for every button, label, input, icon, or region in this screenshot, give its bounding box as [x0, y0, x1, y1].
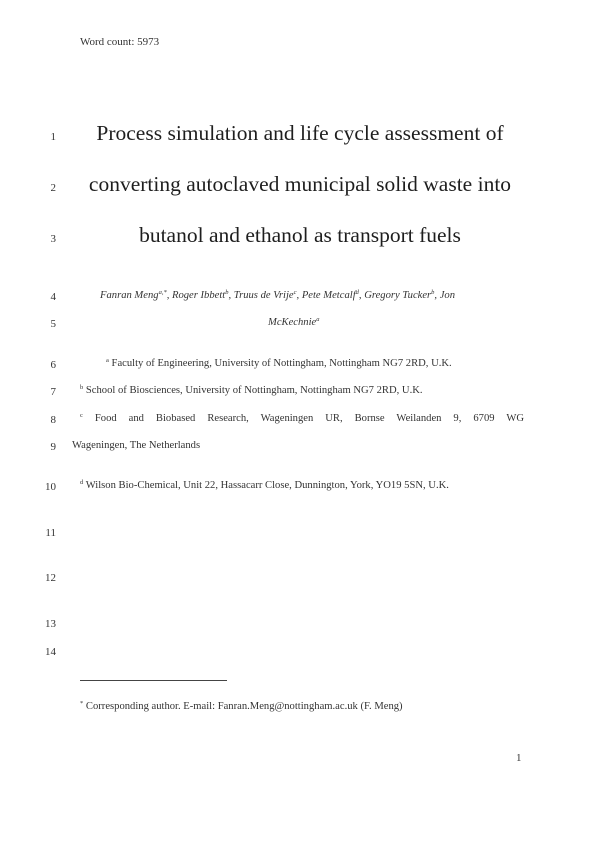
- author-sup: c: [293, 289, 297, 296]
- affiliation-sup: a: [106, 357, 109, 364]
- word-count: Word count: 5973: [80, 36, 160, 48]
- author-name: Jon: [439, 290, 456, 301]
- author-sup: d: [355, 289, 359, 296]
- line-number: 14: [45, 646, 56, 658]
- line-number: 10: [45, 481, 56, 493]
- line-number: 1: [50, 131, 56, 143]
- affiliation-text: Faculty of Engineering, University of Nottingham, Nottingham NG7 2RD, U.K.: [111, 358, 452, 369]
- line-number: 3: [50, 233, 56, 245]
- paper-title-line: butanol and ethanol as transport fuels: [139, 223, 461, 247]
- affiliation-cont: Wageningen, The Netherlands: [72, 440, 201, 451]
- author-sup: b: [225, 289, 229, 296]
- line-number: 13: [45, 618, 56, 630]
- author-name: Fanran Meng: [100, 290, 159, 301]
- affiliation-text: School of Biosciences, University of Nottingham, Nottingham NG7 2RD, U.K.: [85, 385, 423, 396]
- affiliation: [106, 358, 558, 369]
- line-number: 7: [50, 386, 56, 398]
- author-sup: a: [316, 316, 320, 323]
- author-name: Gregory Tucker: [364, 290, 432, 301]
- line-number: 8: [50, 414, 56, 426]
- author-sup: b: [431, 289, 435, 296]
- line-number: 4: [50, 291, 56, 303]
- author-name: Roger Ibbett: [171, 290, 226, 301]
- line-number: 11: [45, 527, 56, 539]
- line-number: 2: [50, 182, 56, 194]
- affiliation-text: Wilson Bio-Chemical, Unit 22, Hassacarr Close, Dunnington, York, YO19 5SN, U.K.: [85, 480, 449, 491]
- author-list-cont: [268, 317, 320, 328]
- author-name: Pete Metcalf: [301, 290, 356, 301]
- paper-title-line: Process simulation and life cycle assessment of: [96, 121, 504, 145]
- line-number: 6: [50, 359, 56, 371]
- affiliation-sup: c: [80, 412, 83, 419]
- footnote: [80, 701, 403, 712]
- footnote-sup: *: [80, 700, 84, 707]
- line-number: 12: [45, 572, 56, 584]
- author-sup: a,*: [158, 289, 167, 296]
- author-name: McKechnie: [268, 317, 317, 328]
- footnote-rule: [80, 680, 227, 681]
- line-number: 9: [50, 441, 56, 453]
- page-number: 1: [516, 752, 522, 764]
- footnote-text: Corresponding author. E-mail: Fanran.Meng@nottingham.ac.uk (F. Meng): [85, 701, 403, 712]
- paper-title-line: converting autoclaved municipal solid waste into: [88, 172, 512, 196]
- affiliation: [80, 385, 532, 396]
- author-list: Fanran Meng$^{a,*}$, Roger Ibbett$^b$, Truus de Vrije$^c$, Pete Metcalf$^d$, Gregory Tucker$^b$, Jon: [100, 289, 456, 301]
- author-name: Truus de Vrije: [233, 290, 294, 301]
- affiliation-sup: b: [80, 384, 84, 391]
- affiliation: [80, 413, 524, 424]
- affiliation-sup: d: [80, 479, 84, 486]
- line-number: 5: [50, 318, 56, 330]
- affiliation: [80, 480, 532, 491]
- affiliation-text: Food and Biobased Research, Wageningen UR, Bornse Weilanden 9, 6709 WG: [94, 413, 524, 424]
